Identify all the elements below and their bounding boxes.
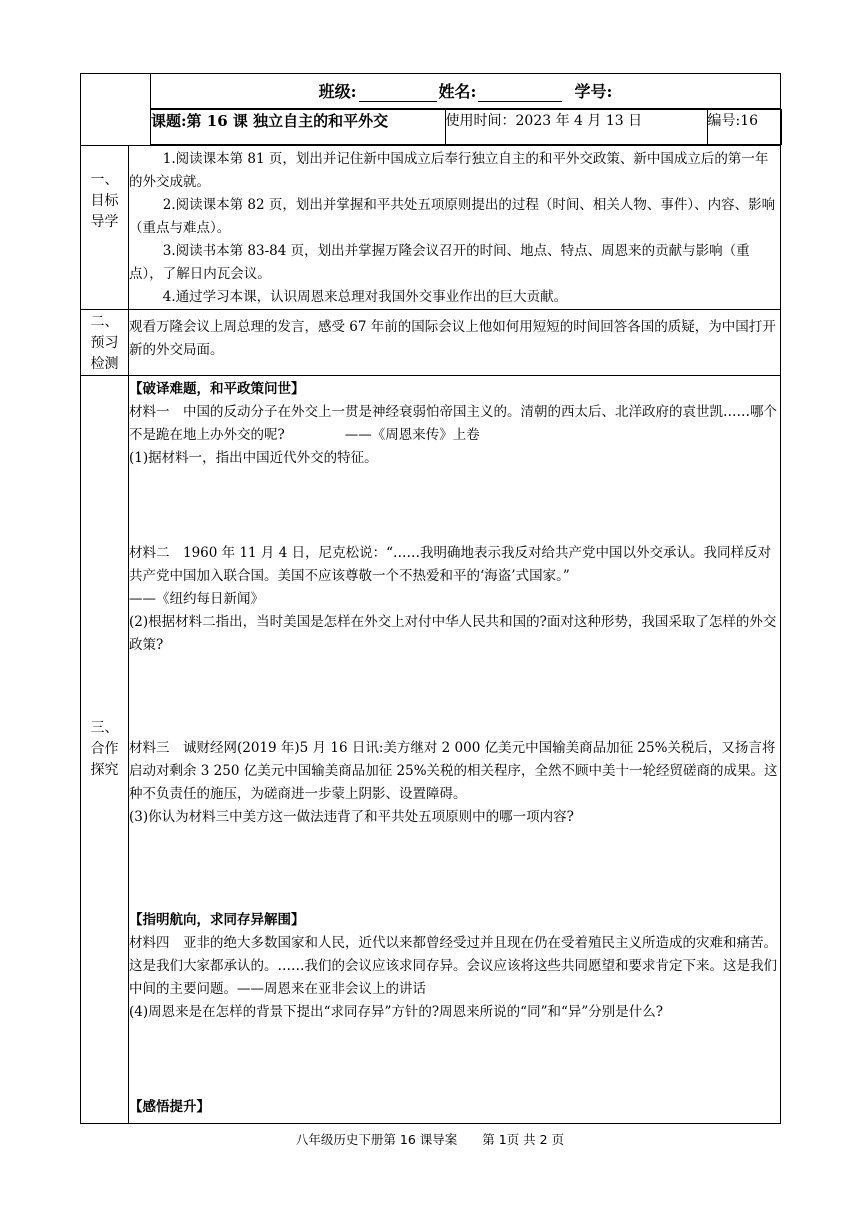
answer-space: [129, 657, 780, 737]
question-two: (2)根据材料二指出，当时美国是怎样在外交上对付中华人民共和国的?面对这种形势，我国采取了怎样的外交政策?: [129, 614, 777, 653]
explore-row: [81, 376, 781, 1124]
preview-row: [81, 310, 781, 376]
lesson-info-row: [151, 109, 781, 146]
goal-item: 4.通过学习本课，认识周恩来总理对我国外交事业作出的巨大贡献。: [162, 289, 568, 305]
header-corner-cell: [81, 74, 151, 146]
material-one: 材料一 中国的反动分子在外交上一贯是神经衰弱怕帝国主义的。清朝的西太后、北洋政府的袁世凯……哪个不是跪在地上办外交的呢? ——《周恩来传》上卷: [129, 404, 777, 443]
student-info-row: [151, 74, 781, 109]
material-one-source: ——《周恩来传》上卷: [344, 427, 480, 443]
usage-date: 使用时间：2023 年 4 月 13 日: [445, 110, 707, 145]
worksheet-table: [80, 73, 781, 1124]
section-heading: 【指明航向，求同存异解围】: [129, 912, 305, 928]
section-heading: 【破译难题，和平政策问世】: [129, 381, 305, 397]
question-three: (3)你认为材料三中美方这一做法违背了和平共处五项原则中的哪一项内容?: [129, 809, 574, 825]
goals-row: [81, 146, 781, 310]
doc-number: 编号:16: [707, 110, 781, 145]
name-blank: [478, 85, 562, 102]
material-two: 材料二 1960 年 11 月 4 日，尼克松说：“……我明确地表示我反对给共产党中国以外交承认。我同样反对共产党中国加入联合国。美国不应该尊敬一个不热爱和平的‘海盗’式国家。”: [129, 545, 771, 584]
class-blank: [359, 85, 437, 102]
student-id-label: 学号:: [574, 82, 613, 101]
lesson-topic: 课题:第 16 课 独立自主的和平外交: [151, 110, 445, 145]
material-four: 材料四 亚非的绝大多数国家和人民，近代以来都曾经受过并且现在仍在受着殖民主义所造成的灾难和痛苦。这是我们大家都承认的。……我们的会议应该求同存异。会议应该将这些共同愿望和要求肯定下来。这是我们中间的主要问题。——周恩来在亚非会议上的讲话: [129, 935, 777, 997]
section-heading: 【感悟提升】: [129, 1099, 210, 1115]
preview-text: 观看万隆会议上周总理的发言，感受 67 年前的国际会议上他如何用短短的时间回答各国的质疑，为中国打开新的外交局面。: [129, 319, 776, 358]
goal-item: 2.阅读课本第 82 页，划出并掌握和平共处五项原则提出的过程（时间、相关人物、事件）、内容、影响（重点与难点）。: [129, 197, 776, 236]
question-four: (4)周恩来是在怎样的背景下提出“求同存异”方针的?周恩来所说的“同”和“异”分别是什么?: [129, 1004, 664, 1020]
name-label: 姓名:: [438, 82, 477, 101]
page-footer: 八年级历史下册第 16 课导案 第 1页 共 2 页: [295, 1132, 565, 1147]
goal-item: 3.阅读书本第 83-84 页，划出并掌握万隆会议召开的时间、地点、特点、周恩来的贡献与影响（重点），了解日内瓦会议。: [129, 243, 750, 282]
answer-space: [129, 1024, 780, 1096]
question-one: (1)据材料一，指出中国近代外交的特征。: [129, 450, 378, 466]
class-label: 班级:: [318, 82, 357, 101]
goals-label: 一、 目标 导学: [81, 146, 129, 310]
explore-label: 三、 合作 探究: [81, 376, 129, 1124]
answer-space: [129, 829, 780, 909]
preview-label: 二、 预习 检测: [81, 310, 129, 376]
material-three: 材料三 诚财经网(2019 年)5 月 16 日讯:美方继对 2 000 亿美元中国输美商品加征 25%关税后，又扬言将启动对剩余 3 250 亿美元中国输美商品加征 25%关税的相关程序，全然不顾中美十一轮经贸磋商的成果。这种不负责任的施压，为磋商进一步蒙上阴影、设置障碍。: [129, 740, 778, 802]
material-two-source: ——《纽约每日新闻》: [129, 591, 264, 607]
answer-space: [129, 470, 780, 542]
goal-item: 1.阅读课本第 81 页，划出并记住新中国成立后奉行独立自主的和平外交政策、新中国成立后的第一年的外交成就。: [129, 151, 769, 190]
